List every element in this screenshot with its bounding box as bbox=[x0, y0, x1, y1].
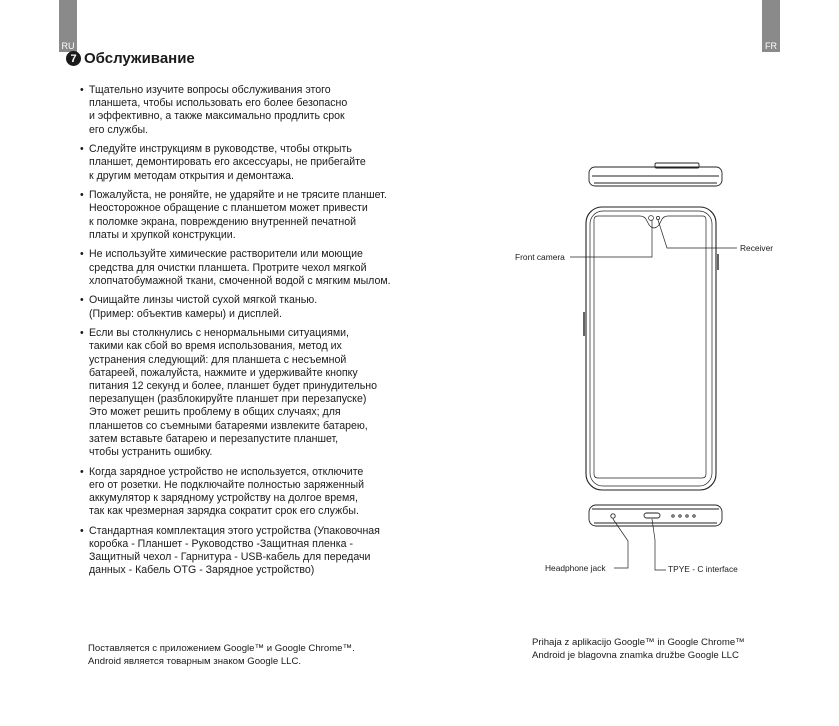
maintenance-item: • Следуйте инструкциям в руководстве, чтобы открыть планшет, демонтировать его аксессуары, не прибегайте к другим методам открытия и демонтажа. bbox=[80, 143, 430, 183]
type-c-interface-label: TPYE - C interface bbox=[668, 564, 738, 574]
maintenance-item: • Не используйте химические растворители или моющие средства для очистки планшета. Протрите чехол мягкой хлопчатобумажной ткани, смоченной водой с мягким мылом. bbox=[80, 248, 430, 288]
headphone-jack-label: Headphone jack bbox=[545, 563, 606, 573]
section-number-badge: 7 bbox=[66, 51, 81, 66]
receiver-label: Receiver bbox=[740, 243, 774, 253]
device-bottom-view bbox=[589, 505, 722, 526]
section-title-text: Обслуживание bbox=[84, 50, 195, 67]
device-top-view bbox=[589, 163, 722, 186]
maintenance-item: • Тщательно изучите вопросы обслуживания этого планшета, чтобы использовать его более безопасно и эффективно, а также максимально продлить срок его службы. bbox=[80, 84, 430, 137]
footer-note-ru: Поставляется с приложением Google™ и Google Chrome™. Android является товарным знаком Google LLC. bbox=[88, 643, 355, 667]
language-tab-fr-label: FR bbox=[765, 41, 777, 51]
maintenance-item: • Стандартная комплектация этого устройства (Упаковочная коробка - Планшет - Руководство -Защитная пленка - Защитный чехол - Гарнитура - USB-кабель для передачи данных - Кабель OTG - Зарядное устройство) bbox=[80, 525, 430, 578]
maintenance-item: • Пожалуйста, не роняйте, не ударяйте и не трясите планшет. Неосторожное обращение с планшетом может привести к поломке экрана, повреждению внутренней печатной платы и хрупкой конструкции. bbox=[80, 189, 430, 242]
maintenance-item: • Очищайте линзы чистой сухой мягкой тканью. (Пример: объектив камеры) и дисплей. bbox=[80, 294, 430, 320]
language-tab-ru-label: RU bbox=[61, 41, 75, 51]
front-camera-label: Front camera bbox=[515, 252, 565, 262]
maintenance-item: • Когда зарядное устройство не используется, отключите его от розетки. Не подключайте полностью заряженный аккумулятор к зарядному устройству на долгое время, так как чрезмерная зарядка сократит срок его службы. bbox=[80, 466, 430, 519]
device-front-view bbox=[584, 207, 718, 490]
maintenance-item: • Если вы столкнулись с ненормальными ситуациями, такими как сбой во время использования, метод их устранения следующий: для планшета с несъемной батареей, пожалуйста, нажмите и удерживайте кнопку питания 12 секунд и более, планшет будет принудительно перезапущен (разблокируйте планшет при перезапуске) Это может решить проблему в общих случаях; для планшетов со съемными батареями извлеките батарею, затем вставьте батарею и перезапустите планшет, чтобы устранить ошибку. bbox=[80, 327, 430, 459]
footer-note-sl: Prihaja z aplikacijo Google™ in Google Chrome™ Android je blagovna znamka družbe Google LLC bbox=[532, 637, 745, 661]
